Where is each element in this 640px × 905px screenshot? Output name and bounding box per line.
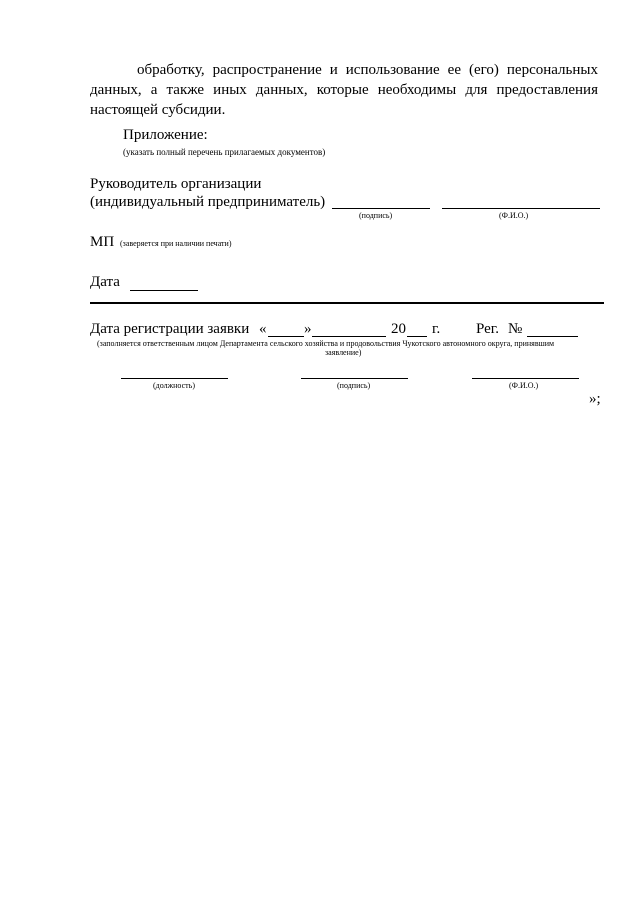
registration-year-suffix: г. xyxy=(432,321,441,337)
paragraph-line-2: данных, а также иных данных, которые необходимы для предоставления xyxy=(90,82,598,98)
position-caption: (должность) xyxy=(153,381,195,390)
registration-month-line[interactable] xyxy=(312,336,386,337)
stamp-hint: (заверяется при наличии печати) xyxy=(120,239,232,248)
registration-open-quote: « xyxy=(259,321,267,337)
head-signature-line[interactable] xyxy=(332,208,430,209)
signature-caption: (подпись) xyxy=(337,381,371,390)
registration-year-line[interactable] xyxy=(407,336,427,337)
head-name-caption: (Ф.И.О.) xyxy=(499,211,529,220)
registration-label: Дата регистрации заявки xyxy=(90,321,250,337)
paragraph-line-3: настоящей субсидии. xyxy=(90,102,226,118)
registration-note-line-2: заявление) xyxy=(325,348,362,357)
attachment-label: Приложение: xyxy=(123,127,208,143)
head-title-line-2: (индивидуальный предприниматель) xyxy=(90,194,326,210)
registration-note-line-1: (заполняется ответственным лицом Департамента сельского хозяйства и продовольствия Чукотского автономного округа, принявшим xyxy=(97,339,555,348)
section-divider xyxy=(90,302,604,304)
name-caption: (Ф.И.О.) xyxy=(509,381,539,390)
attachment-hint: (указать полный перечень прилагаемых документов) xyxy=(123,147,326,157)
name-line[interactable] xyxy=(472,378,579,379)
signature-line[interactable] xyxy=(301,378,408,379)
registration-number-sign: № xyxy=(508,321,523,337)
position-line[interactable] xyxy=(121,378,228,379)
registration-day-line[interactable] xyxy=(268,336,304,337)
date-label: Дата xyxy=(90,274,120,290)
registration-reg-label: Рег. xyxy=(476,321,500,337)
head-signature-caption: (подпись) xyxy=(359,211,393,220)
registration-number-line[interactable] xyxy=(527,336,578,337)
head-name-line[interactable] xyxy=(442,208,600,209)
registration-year-prefix: 20 xyxy=(391,321,406,337)
head-title-line-1: Руководитель организации xyxy=(90,176,262,192)
stamp-label: МП xyxy=(90,234,115,250)
date-line[interactable] xyxy=(130,290,198,291)
paragraph-line-1: обработку, распространение и использование ее (его) персональных xyxy=(137,62,598,78)
consent-paragraph xyxy=(90,60,598,120)
closing-quote: »; xyxy=(589,391,601,407)
registration-close-quote: » xyxy=(304,321,312,337)
